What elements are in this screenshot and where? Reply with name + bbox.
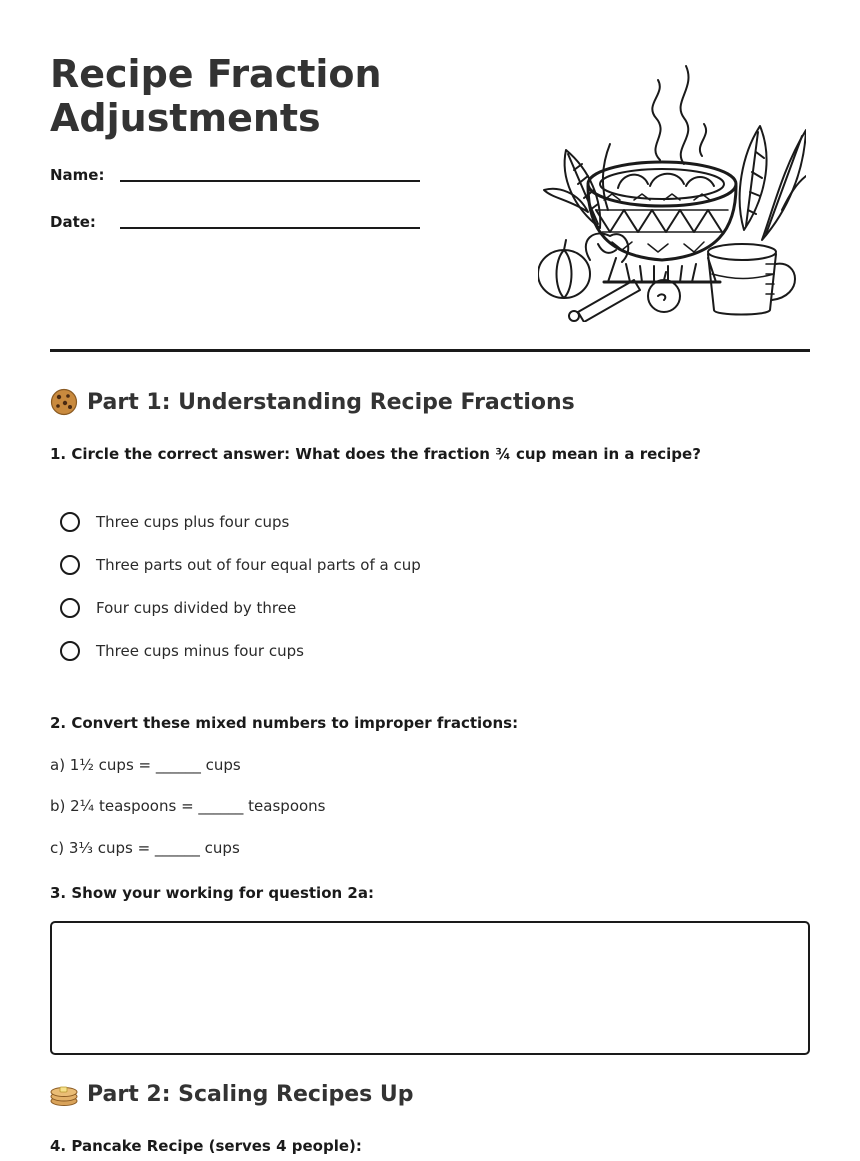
date-label: Date: [50, 213, 96, 231]
worksheet-header [50, 0, 810, 352]
q2-item-c[interactable]: c) 3⅓ cups = ______ cups [50, 839, 240, 857]
q1-option-2-circle[interactable] [60, 555, 80, 575]
date-line[interactable] [120, 227, 420, 229]
q1-option-2-label: Three parts out of four equal parts of a cup [96, 556, 421, 574]
part2-heading-text: Part 2: Scaling Recipes Up [87, 1081, 414, 1107]
q1-option-4-circle[interactable] [60, 641, 80, 661]
question-4: 4. Pancake Recipe (serves 4 people): [50, 1137, 362, 1155]
name-label: Name: [50, 166, 105, 184]
question-1: 1. Circle the correct answer: What does the fraction ¾ cup mean in a recipe? [50, 445, 701, 463]
worksheet-title: Recipe Fraction Adjustments [50, 52, 382, 140]
q1-option-3[interactable] [60, 596, 296, 620]
q1-option-3-circle[interactable] [60, 598, 80, 618]
cookie-icon [50, 388, 78, 416]
working-answer-box[interactable] [50, 921, 810, 1055]
q1-option-4[interactable] [60, 639, 304, 663]
q1-option-4-label: Three cups minus four cups [96, 642, 304, 660]
part2-heading [50, 1080, 414, 1108]
q1-option-1-label: Three cups plus four cups [96, 513, 290, 531]
name-field [50, 166, 420, 196]
q1-option-1-circle[interactable] [60, 512, 80, 532]
question-3: 3. Show your working for question 2a: [50, 884, 374, 902]
q2-item-a[interactable]: a) 1½ cups = ______ cups [50, 756, 241, 774]
part1-heading [50, 388, 575, 416]
part1-heading-text: Part 1: Understanding Recipe Fractions [87, 389, 575, 415]
date-field [50, 213, 420, 243]
q2-item-b[interactable]: b) 2¼ teaspoons = ______ teaspoons [50, 797, 326, 815]
q1-option-3-label: Four cups divided by three [96, 599, 297, 617]
name-line[interactable] [120, 180, 420, 182]
question-2: 2. Convert these mixed numbers to improper fractions: [50, 714, 519, 732]
pancakes-icon [50, 1080, 78, 1108]
q1-option-1[interactable] [60, 510, 289, 534]
worksheet-page [50, 0, 810, 1155]
q1-option-2[interactable] [60, 553, 421, 577]
cooking-pot-illustration [538, 60, 806, 322]
